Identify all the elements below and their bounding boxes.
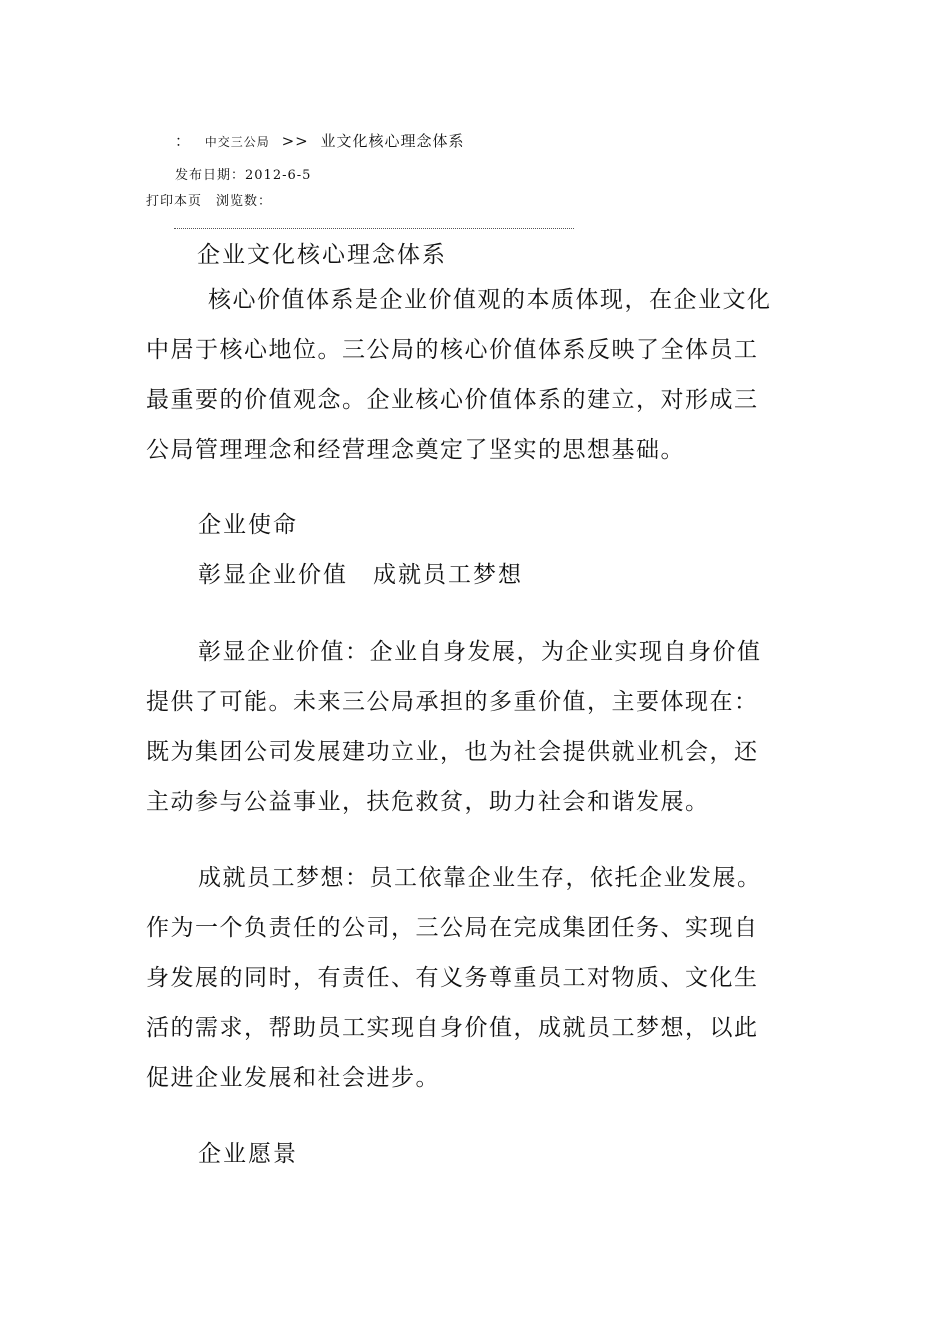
publish-date <box>175 164 311 183</box>
publish-date-value: 2012-6-5 <box>245 168 312 183</box>
vision-heading: 企业愿景 <box>198 1141 298 1167</box>
view-count-label: 浏览数： <box>216 194 273 209</box>
breadcrumb-colon: ： <box>175 132 192 150</box>
intro-line: 中居于核心地位。三公局的核心价值体系反映了全体员工 <box>146 337 759 363</box>
employee-dream-paragraph <box>146 853 796 1103</box>
value-line: 彰显企业价值：企业自身发展，为企业实现自身价值 <box>198 639 762 665</box>
mission-statement: 彰显企业价值 成就员工梦想 <box>198 562 523 588</box>
dotted-divider <box>174 228 574 229</box>
vision-section <box>146 1129 796 1179</box>
dream-line: 身发展的同时，有责任、有义务尊重员工对物质、文化生 <box>146 965 759 991</box>
value-line: 提供了可能。未来三公局承担的多重价值，主要体现在： <box>146 689 759 715</box>
dream-line: 促进企业发展和社会进步。 <box>146 1065 440 1091</box>
value-line: 既为集团公司发展建功立业，也为社会提供就业机会，还 <box>146 739 759 765</box>
breadcrumb-link-site[interactable]: 中交三公局 <box>204 135 270 149</box>
breadcrumb-current-page: 业文化核心理念体系 <box>320 132 465 150</box>
enterprise-value-paragraph <box>146 627 796 827</box>
intro-line: 最重要的价值观念。企业核心价值体系的建立，对形成三 <box>146 387 759 413</box>
dream-line: 成就员工梦想：员工依靠企业生存，依托企业发展。 <box>198 865 762 891</box>
breadcrumb-separator: >> <box>281 132 309 150</box>
intro-paragraph <box>146 275 796 475</box>
dream-line: 作为一个负责任的公司，三公局在完成集团任务、实现自 <box>146 915 759 941</box>
mission-section <box>146 500 796 600</box>
intro-line: 公局管理理念和经营理念奠定了坚实的思想基础。 <box>146 437 685 463</box>
mission-heading: 企业使命 <box>198 512 298 538</box>
print-page-link[interactable]: 打印本页 <box>146 194 203 209</box>
article-tools <box>146 190 272 209</box>
intro-line: 核心价值体系是企业价值观的本质体现，在企业文化 <box>208 287 772 313</box>
dream-line: 活的需求，帮助员工实现自身价值，成就员工梦想，以此 <box>146 1015 759 1041</box>
article-title: 企业文化核心理念体系 <box>197 242 447 268</box>
breadcrumb <box>175 130 465 151</box>
publish-date-label: 发布日期： <box>175 168 246 183</box>
value-line: 主动参与公益事业，扶危救贫，助力社会和谐发展。 <box>146 789 710 815</box>
